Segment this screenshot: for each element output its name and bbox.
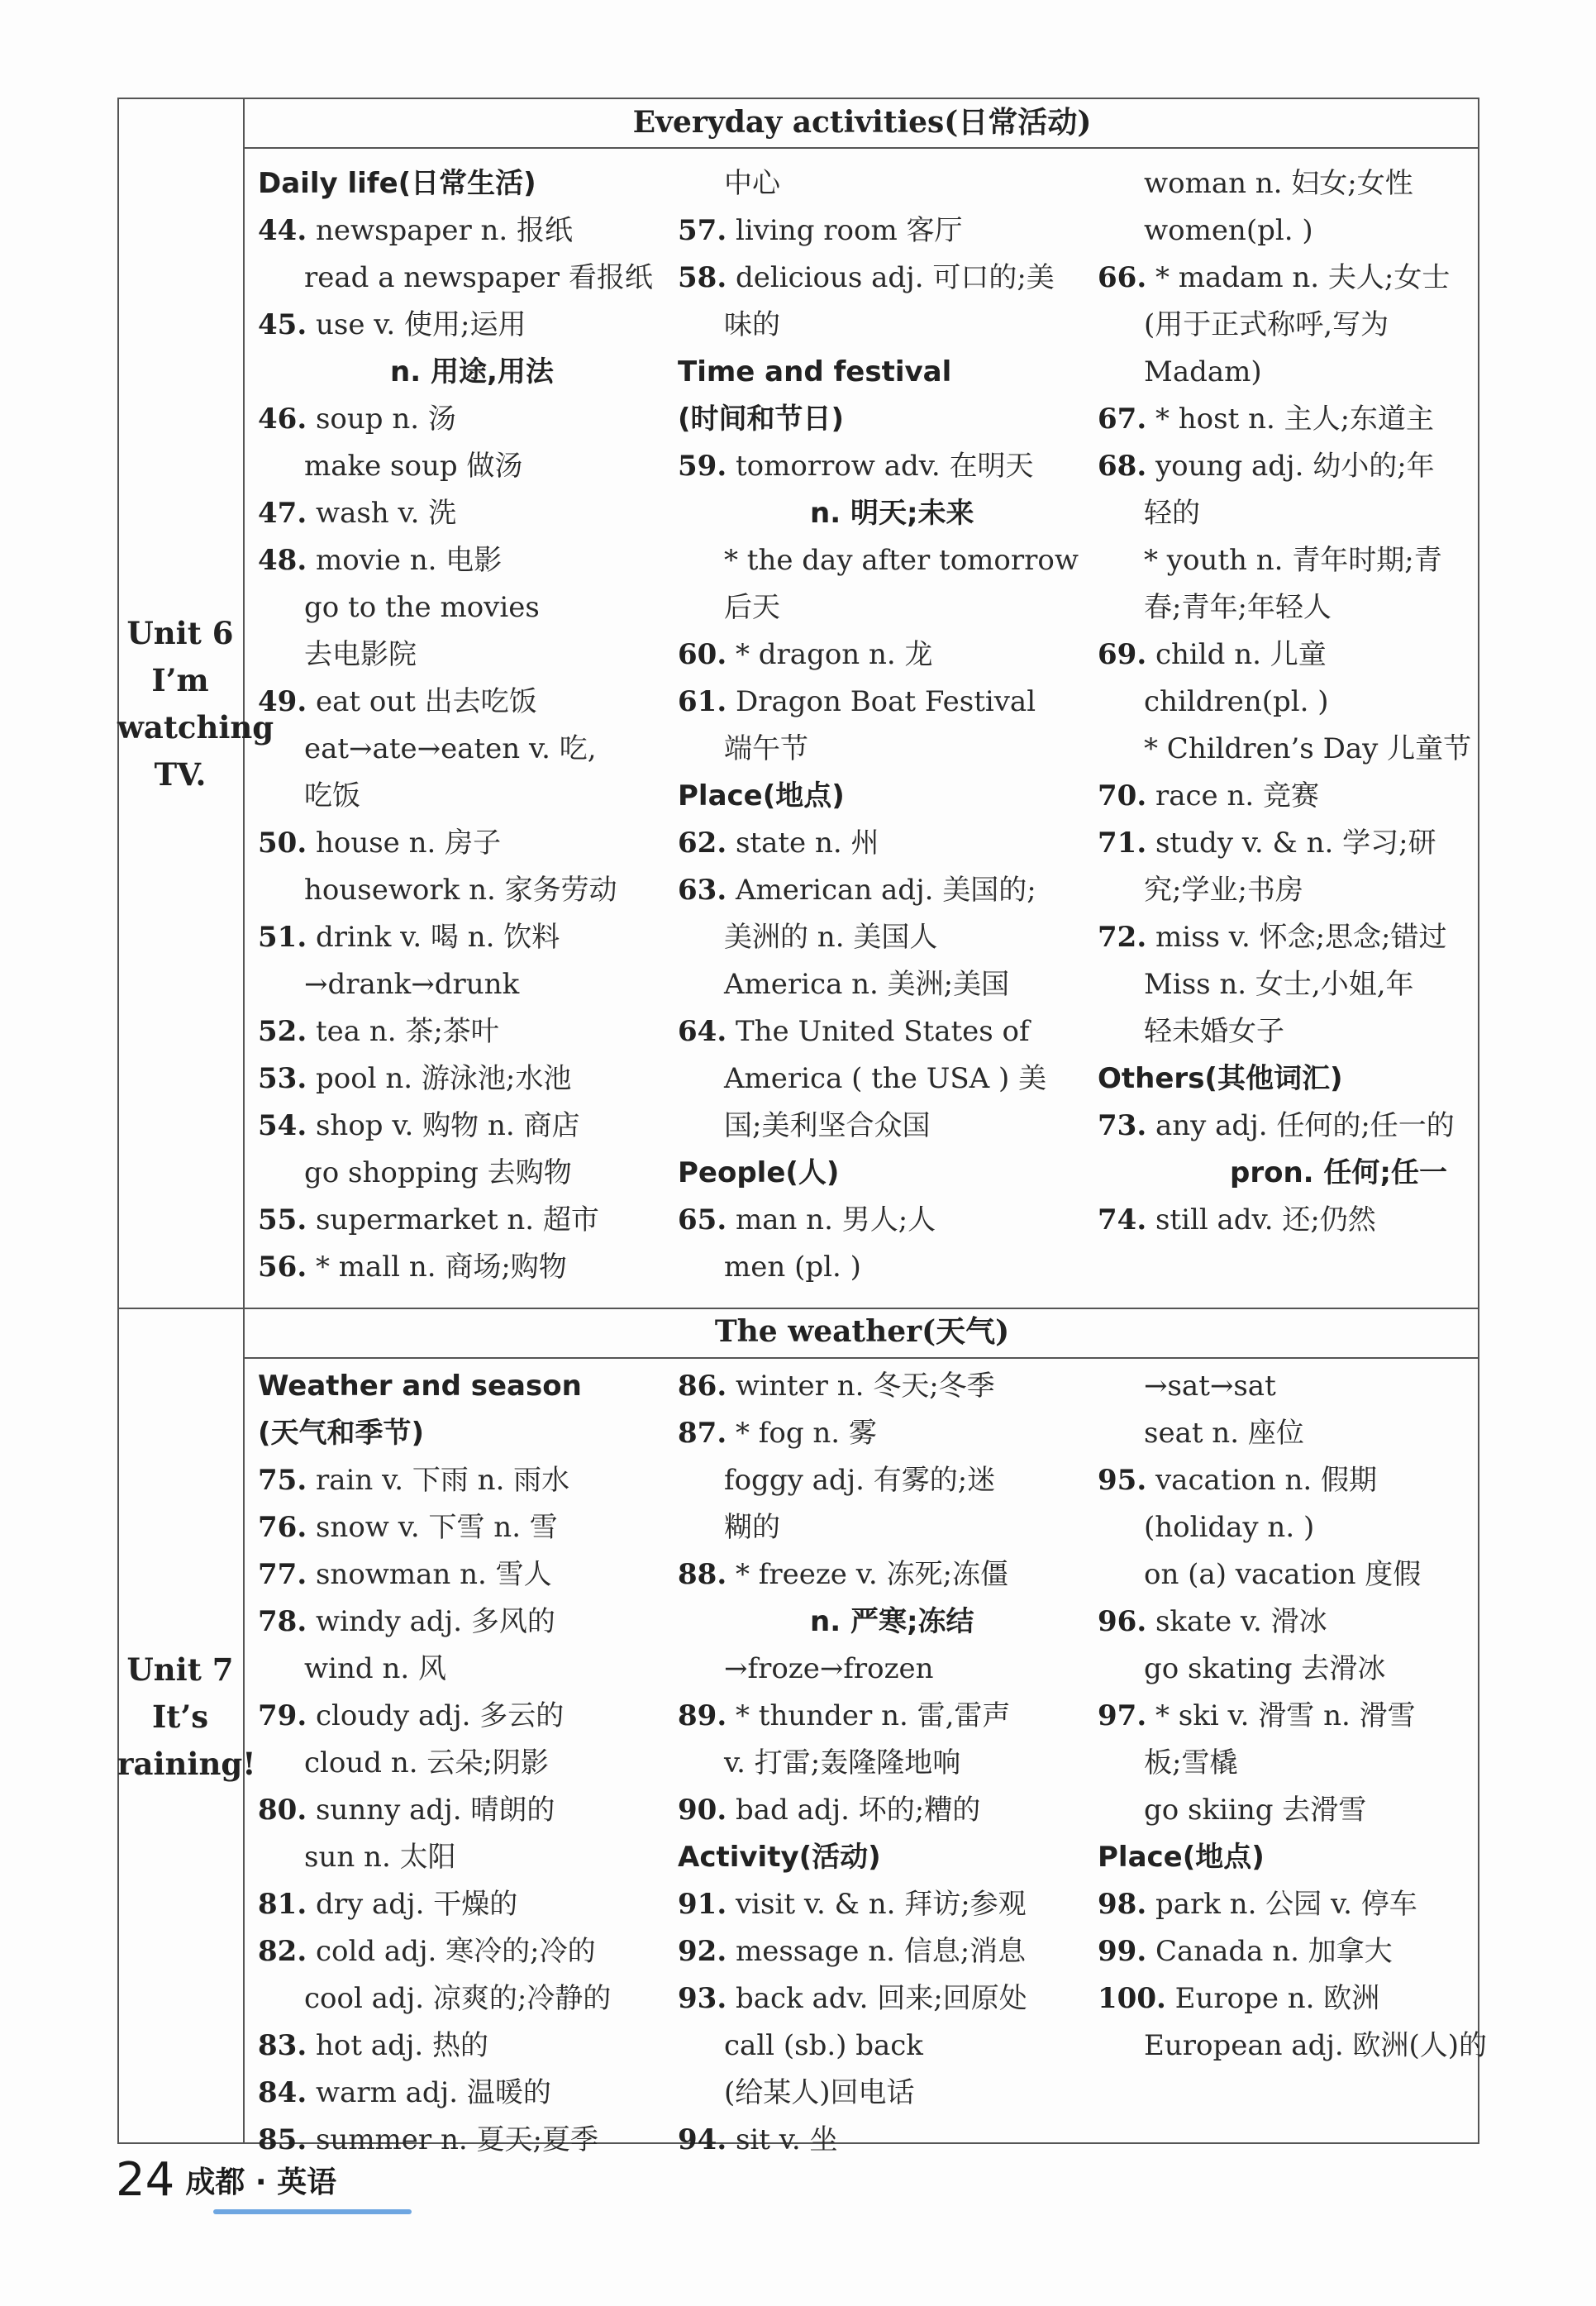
entry-number: 60. xyxy=(678,638,727,671)
unit6-label-line: TV. xyxy=(154,756,207,793)
category-heading: Weather and season xyxy=(258,1370,582,1403)
entry-number: 87. xyxy=(678,1417,727,1450)
entry-text: * host n. 主人;东道主 xyxy=(1155,403,1435,436)
entry-number: 62. xyxy=(678,827,727,860)
entry-number: 94. xyxy=(678,2123,727,2156)
entry-number: 67. xyxy=(1098,403,1147,436)
entry-number: 71. xyxy=(1098,827,1147,860)
vocab-entry xyxy=(678,2117,1074,2164)
entry-continuation: 美洲的 n. 美国人 xyxy=(724,921,938,954)
vocab-entry xyxy=(678,1363,1074,1410)
entry-continuation: women(pl. ) xyxy=(1144,214,1313,247)
entry-number: 78. xyxy=(258,1605,307,1638)
vocab-entry xyxy=(1098,631,1478,679)
vocab-entry xyxy=(258,2070,663,2117)
section2-column-1 xyxy=(258,1363,663,2164)
entry-number: 51. xyxy=(258,921,307,954)
entry-number: 46. xyxy=(258,403,307,436)
entry-text: windy adj. 多风的 xyxy=(315,1605,555,1638)
entry-text: * dragon n. 龙 xyxy=(735,638,933,671)
vocab-entry xyxy=(258,2023,663,2070)
entry-text: study v. & n. 学习;研 xyxy=(1155,827,1436,860)
entry-text: * mall n. 商场;购物 xyxy=(315,1251,567,1284)
entry-text: newspaper n. 报纸 xyxy=(315,214,574,247)
entry-number: 88. xyxy=(678,1558,727,1591)
entry-number: 70. xyxy=(1098,779,1147,812)
entry-continuation: 国;美利坚合众国 xyxy=(724,1109,931,1142)
entry-text: young adj. 幼小的;年 xyxy=(1155,450,1435,483)
entry-continuation: 吃饭 xyxy=(304,779,360,812)
entry-text: Canada n. 加拿大 xyxy=(1155,1935,1393,1968)
vocab-entry xyxy=(258,1008,663,1055)
entry-number: 68. xyxy=(1098,450,1147,483)
category-heading: People(人) xyxy=(678,1156,840,1189)
entry-continuation: Madam) xyxy=(1144,355,1262,388)
entry-continuation: * youth n. 青年时期;青 xyxy=(1144,544,1442,577)
entry-text: cloudy adj. 多云的 xyxy=(315,1699,565,1732)
vocab-entry xyxy=(678,820,1074,867)
entry-continuation: →froze→frozen xyxy=(724,1652,934,1685)
entry-continuation: 后天 xyxy=(724,591,780,624)
vocab-entry xyxy=(258,1881,663,1928)
entry-continuation: →sat→sat xyxy=(1144,1370,1276,1403)
vocab-entry xyxy=(258,1598,663,1646)
entry-number: 56. xyxy=(258,1251,307,1284)
entry-continuation: go skating 去滑冰 xyxy=(1144,1652,1386,1685)
entry-number: 95. xyxy=(1098,1464,1147,1497)
entry-continuation: 春;青年;年轻人 xyxy=(1144,591,1332,624)
entry-continuation: 味的 xyxy=(724,308,780,341)
entry-text: * fog n. 雾 xyxy=(735,1417,877,1450)
entry-continuation: Miss n. 女士,小姐,年 xyxy=(1144,968,1414,1001)
entry-continuation: 中心 xyxy=(724,167,780,200)
entry-text: * thunder n. 雷,雷声 xyxy=(735,1699,1011,1732)
vocab-entry xyxy=(678,443,1074,490)
vocab-entry xyxy=(1098,820,1478,867)
entry-number: 61. xyxy=(678,685,727,718)
entry-continuation: go shopping 去购物 xyxy=(304,1156,572,1189)
vocab-entry xyxy=(258,490,663,537)
unit-column-divider xyxy=(243,98,245,2144)
entry-text: * madam n. 夫人;女士 xyxy=(1155,261,1451,294)
category-heading: Daily life(日常生活) xyxy=(258,167,536,200)
section2-column-3 xyxy=(1098,1363,1488,2070)
section1-column-2 xyxy=(678,160,1079,1291)
vocab-entry xyxy=(1098,1693,1478,1740)
entry-text: snowman n. 雪人 xyxy=(315,1558,552,1591)
entry-continuation: call (sb.) back xyxy=(724,2029,923,2062)
vocab-entry xyxy=(1098,1598,1478,1646)
vocab-entry xyxy=(258,1197,663,1244)
vocab-entry xyxy=(678,1008,1074,1055)
vocab-entry xyxy=(1098,1881,1478,1928)
entry-text: pool n. 游泳池;水池 xyxy=(315,1062,572,1095)
vocab-entry xyxy=(678,1410,1074,1457)
entry-continuation: n. 用途,用法 xyxy=(390,355,554,388)
unit7-label xyxy=(117,1646,256,1788)
entry-continuation: go skiing 去滑雪 xyxy=(1144,1794,1367,1827)
footer-accent-bar xyxy=(213,2209,412,2214)
section-title-weather: The weather(天气) xyxy=(714,1314,1010,1349)
entry-number: 53. xyxy=(258,1062,307,1095)
entry-number: 76. xyxy=(258,1511,307,1544)
entry-continuation: children(pl. ) xyxy=(1144,685,1329,718)
vocab-entry xyxy=(678,1787,1074,1834)
section1-column-3 xyxy=(1098,160,1478,1244)
entry-continuation: read a newspaper 看报纸 xyxy=(304,261,653,294)
entry-text: delicious adj. 可口的;美 xyxy=(735,261,1055,294)
vocab-entry xyxy=(258,537,663,584)
entry-continuation: America ( the USA ) 美 xyxy=(724,1062,1047,1095)
entry-continuation: eat→ate→eaten v. 吃, xyxy=(304,732,597,765)
entry-number: 79. xyxy=(258,1699,307,1732)
entry-text: rain v. 下雨 n. 雨水 xyxy=(315,1464,570,1497)
entry-number: 96. xyxy=(1098,1605,1147,1638)
vocab-entry xyxy=(258,1457,663,1504)
entry-number: 93. xyxy=(678,1982,727,2015)
entry-continuation: 板;雪橇 xyxy=(1144,1746,1238,1780)
entry-continuation: (给某人)回电话 xyxy=(724,2076,915,2109)
entry-number: 90. xyxy=(678,1794,727,1827)
entry-continuation: woman n. 妇女;女性 xyxy=(1144,167,1413,200)
category-heading: (时间和节日) xyxy=(678,403,845,436)
entry-number: 58. xyxy=(678,261,727,294)
vocab-entry xyxy=(678,1928,1074,1975)
entry-text: snow v. 下雪 n. 雪 xyxy=(315,1511,558,1544)
vocab-entry xyxy=(258,396,663,443)
entry-continuation: * Children’s Day 儿童节 xyxy=(1144,732,1472,765)
entry-text: sit v. 坐 xyxy=(735,2123,838,2156)
entry-continuation: v. 打雷;轰隆隆地响 xyxy=(724,1746,961,1780)
entry-continuation: 糊的 xyxy=(724,1511,780,1544)
vocab-entry xyxy=(678,1693,1074,1740)
entry-continuation: (holiday n. ) xyxy=(1144,1511,1315,1544)
entry-number: 72. xyxy=(1098,921,1147,954)
entry-text: vacation n. 假期 xyxy=(1155,1464,1377,1497)
entry-text: warm adj. 温暖的 xyxy=(315,2076,551,2109)
entry-text: The United States of xyxy=(735,1015,1030,1048)
entry-number: 48. xyxy=(258,544,307,577)
page-number: 24 xyxy=(116,2153,175,2207)
entry-text: back adv. 回来;回原处 xyxy=(735,1982,1027,2015)
entry-continuation: European adj. 欧洲(人)的 xyxy=(1144,2029,1488,2062)
entry-number: 63. xyxy=(678,874,727,907)
vocab-entry xyxy=(258,207,663,255)
entry-continuation: foggy adj. 有雾的;迷 xyxy=(724,1464,996,1497)
entry-continuation: make soup 做汤 xyxy=(304,450,523,483)
entry-number: 98. xyxy=(1098,1888,1147,1921)
entry-text: race n. 竞赛 xyxy=(1155,779,1319,812)
vocab-entry xyxy=(258,302,663,349)
category-heading: Others(其他词汇) xyxy=(1098,1062,1343,1095)
unit6-label-line: Unit 6 xyxy=(126,615,234,651)
unit7-label-line: raining! xyxy=(117,1746,256,1782)
vocab-entry xyxy=(258,1787,663,1834)
entry-text: winter n. 冬天;冬季 xyxy=(735,1370,995,1403)
entry-number: 52. xyxy=(258,1015,307,1048)
vocab-entry xyxy=(1098,255,1478,302)
entry-number: 97. xyxy=(1098,1699,1147,1732)
entry-number: 99. xyxy=(1098,1935,1147,1968)
unit6-label xyxy=(117,610,274,798)
entry-continuation: sun n. 太阳 xyxy=(304,1841,456,1874)
entry-text: sunny adj. 晴朗的 xyxy=(315,1794,555,1827)
entry-text: supermarket n. 超市 xyxy=(315,1203,599,1236)
vocab-entry xyxy=(678,255,1074,302)
entry-continuation: 究;学业;书房 xyxy=(1144,874,1303,907)
entry-continuation: 去电影院 xyxy=(304,638,417,671)
entry-continuation: (用于正式称呼,写为 xyxy=(1144,308,1389,341)
entry-number: 66. xyxy=(1098,261,1147,294)
vocab-entry xyxy=(678,1197,1074,1244)
entry-text: still adv. 还;仍然 xyxy=(1155,1203,1376,1236)
entry-continuation: pron. 任何;任一 xyxy=(1230,1156,1448,1189)
entry-text: * ski v. 滑雪 n. 滑雪 xyxy=(1155,1699,1416,1732)
vocab-entry xyxy=(678,679,1074,726)
vocab-entry xyxy=(1098,914,1478,961)
section2-column-2 xyxy=(678,1363,1074,2164)
vocab-entry xyxy=(1098,396,1478,443)
category-heading: Place(地点) xyxy=(1098,1841,1265,1874)
entry-text: man n. 男人;人 xyxy=(735,1203,936,1236)
unit-divider xyxy=(117,1308,1479,1309)
entry-text: tomorrow adv. 在明天 xyxy=(735,450,1034,483)
vocab-entry xyxy=(258,1103,663,1150)
entry-number: 84. xyxy=(258,2076,307,2109)
entry-number: 100. xyxy=(1098,1982,1166,2015)
entry-continuation: 端午节 xyxy=(724,732,808,765)
entry-text: house n. 房子 xyxy=(315,827,502,860)
entry-continuation: wind n. 风 xyxy=(304,1652,446,1685)
entry-text: state n. 州 xyxy=(735,827,879,860)
entry-text: Europe n. 欧洲 xyxy=(1174,1982,1380,2015)
entry-continuation: on (a) vacation 度假 xyxy=(1144,1558,1422,1591)
vocab-entry xyxy=(258,1693,663,1740)
entry-number: 77. xyxy=(258,1558,307,1591)
unit7-label-line: It’s xyxy=(151,1699,209,1735)
entry-number: 81. xyxy=(258,1888,307,1921)
entry-continuation: * the day after tomorrow xyxy=(724,544,1079,577)
entry-number: 54. xyxy=(258,1109,307,1142)
vocab-entry xyxy=(258,1504,663,1551)
entry-text: bad adj. 坏的;糟的 xyxy=(735,1794,981,1827)
entry-text: shop v. 购物 n. 商店 xyxy=(315,1109,580,1142)
vocab-entry xyxy=(1098,773,1478,820)
vocab-entry xyxy=(258,820,663,867)
vocab-entry xyxy=(678,631,1074,679)
entry-continuation: cloud n. 云朵;阴影 xyxy=(304,1746,549,1780)
category-heading: Activity(活动) xyxy=(678,1841,881,1874)
vocab-entry xyxy=(678,867,1074,914)
entry-text: tea n. 茶;茶叶 xyxy=(315,1015,499,1048)
category-heading: Time and festival xyxy=(678,355,952,388)
entry-text: message n. 信息;消息 xyxy=(735,1935,1027,1968)
entry-text: soup n. 汤 xyxy=(315,403,456,436)
entry-number: 59. xyxy=(678,450,727,483)
entry-text: American adj. 美国的; xyxy=(735,874,1036,907)
vocab-entry xyxy=(1098,443,1478,490)
entry-text: eat out 出去吃饭 xyxy=(315,685,537,718)
entry-number: 85. xyxy=(258,2123,307,2156)
vocab-entry xyxy=(258,1244,663,1291)
vocab-entry xyxy=(1098,1928,1478,1975)
entry-continuation: 轻未婚女子 xyxy=(1144,1015,1284,1048)
entry-text: skate v. 滑冰 xyxy=(1155,1605,1327,1638)
entry-text: drink v. 喝 n. 饮料 xyxy=(315,921,560,954)
section1-column-1 xyxy=(258,160,663,1291)
entry-text: movie n. 电影 xyxy=(315,544,503,577)
entry-continuation: housework n. 家务劳动 xyxy=(304,874,617,907)
entry-number: 89. xyxy=(678,1699,727,1732)
entry-number: 74. xyxy=(1098,1203,1147,1236)
vocab-entry xyxy=(678,207,1074,255)
entry-number: 73. xyxy=(1098,1109,1147,1142)
entry-text: any adj. 任何的;任一的 xyxy=(1155,1109,1455,1142)
book-title: 成都 · 英语 xyxy=(185,2165,337,2199)
entry-number: 50. xyxy=(258,827,307,860)
vocab-entry xyxy=(258,1551,663,1598)
entry-number: 47. xyxy=(258,497,307,530)
entry-text: * freeze v. 冻死;冻僵 xyxy=(735,1558,1008,1591)
entry-number: 91. xyxy=(678,1888,727,1921)
entry-continuation: cool adj. 凉爽的;冷静的 xyxy=(304,1982,612,2015)
entry-continuation: →drank→drunk xyxy=(304,968,520,1001)
entry-text: wash v. 洗 xyxy=(315,497,457,530)
entry-text: cold adj. 寒冷的;冷的 xyxy=(315,1935,596,1968)
entry-number: 57. xyxy=(678,214,727,247)
entry-number: 75. xyxy=(258,1464,307,1497)
entry-continuation: seat n. 座位 xyxy=(1144,1417,1304,1450)
unit7-label-line: Unit 7 xyxy=(126,1651,234,1688)
entry-number: 83. xyxy=(258,2029,307,2062)
entry-text: Dragon Boat Festival xyxy=(735,685,1036,718)
entry-number: 82. xyxy=(258,1935,307,1968)
entry-continuation: n. 明天;未来 xyxy=(810,497,974,530)
vocab-entry xyxy=(678,1881,1074,1928)
vocab-entry xyxy=(1098,1457,1478,1504)
entry-text: hot adj. 热的 xyxy=(315,2029,488,2062)
entry-continuation: America n. 美洲;美国 xyxy=(724,968,1010,1001)
category-heading: Place(地点) xyxy=(678,779,845,812)
entry-text: use v. 使用;运用 xyxy=(315,308,526,341)
entry-text: dry adj. 干燥的 xyxy=(315,1888,518,1921)
section1-title-divider xyxy=(243,147,1479,149)
entry-number: 86. xyxy=(678,1370,727,1403)
section2-title-divider xyxy=(243,1357,1479,1359)
entry-continuation: n. 严寒;冻结 xyxy=(810,1605,974,1638)
entry-number: 64. xyxy=(678,1015,727,1048)
entry-number: 44. xyxy=(258,214,307,247)
entry-text: visit v. & n. 拜访;参观 xyxy=(735,1888,1027,1921)
vocab-entry xyxy=(1098,1197,1478,1244)
entry-text: miss v. 怀念;思念;错过 xyxy=(1155,921,1447,954)
entry-continuation: go to the movies xyxy=(304,591,540,624)
vocab-entry xyxy=(258,914,663,961)
section-title-everyday-activities: Everyday activities(日常活动) xyxy=(632,105,1092,140)
page-footer xyxy=(116,2153,336,2207)
entry-text: summer n. 夏天;夏季 xyxy=(315,2123,598,2156)
vocab-entry xyxy=(258,679,663,726)
entry-number: 65. xyxy=(678,1203,727,1236)
entry-number: 80. xyxy=(258,1794,307,1827)
entry-number: 69. xyxy=(1098,638,1147,671)
entry-continuation: 轻的 xyxy=(1144,497,1200,530)
entry-number: 92. xyxy=(678,1935,727,1968)
entry-text: park n. 公园 v. 停车 xyxy=(1155,1888,1417,1921)
category-heading: (天气和季节) xyxy=(258,1417,425,1450)
entry-number: 49. xyxy=(258,685,307,718)
vocab-entry xyxy=(678,1975,1074,2023)
unit6-label-line: I’m xyxy=(151,662,209,698)
vocab-entry xyxy=(1098,1103,1478,1150)
vocab-entry xyxy=(678,1551,1074,1598)
entry-number: 45. xyxy=(258,308,307,341)
vocab-entry xyxy=(1098,1975,1478,2023)
unit6-label-line: watching xyxy=(117,709,274,746)
entry-number: 55. xyxy=(258,1203,307,1236)
vocab-entry xyxy=(258,1928,663,1975)
entry-continuation: men (pl. ) xyxy=(724,1251,861,1284)
entry-text: child n. 儿童 xyxy=(1155,638,1327,671)
vocab-entry xyxy=(258,1055,663,1103)
entry-text: living room 客厅 xyxy=(735,214,963,247)
